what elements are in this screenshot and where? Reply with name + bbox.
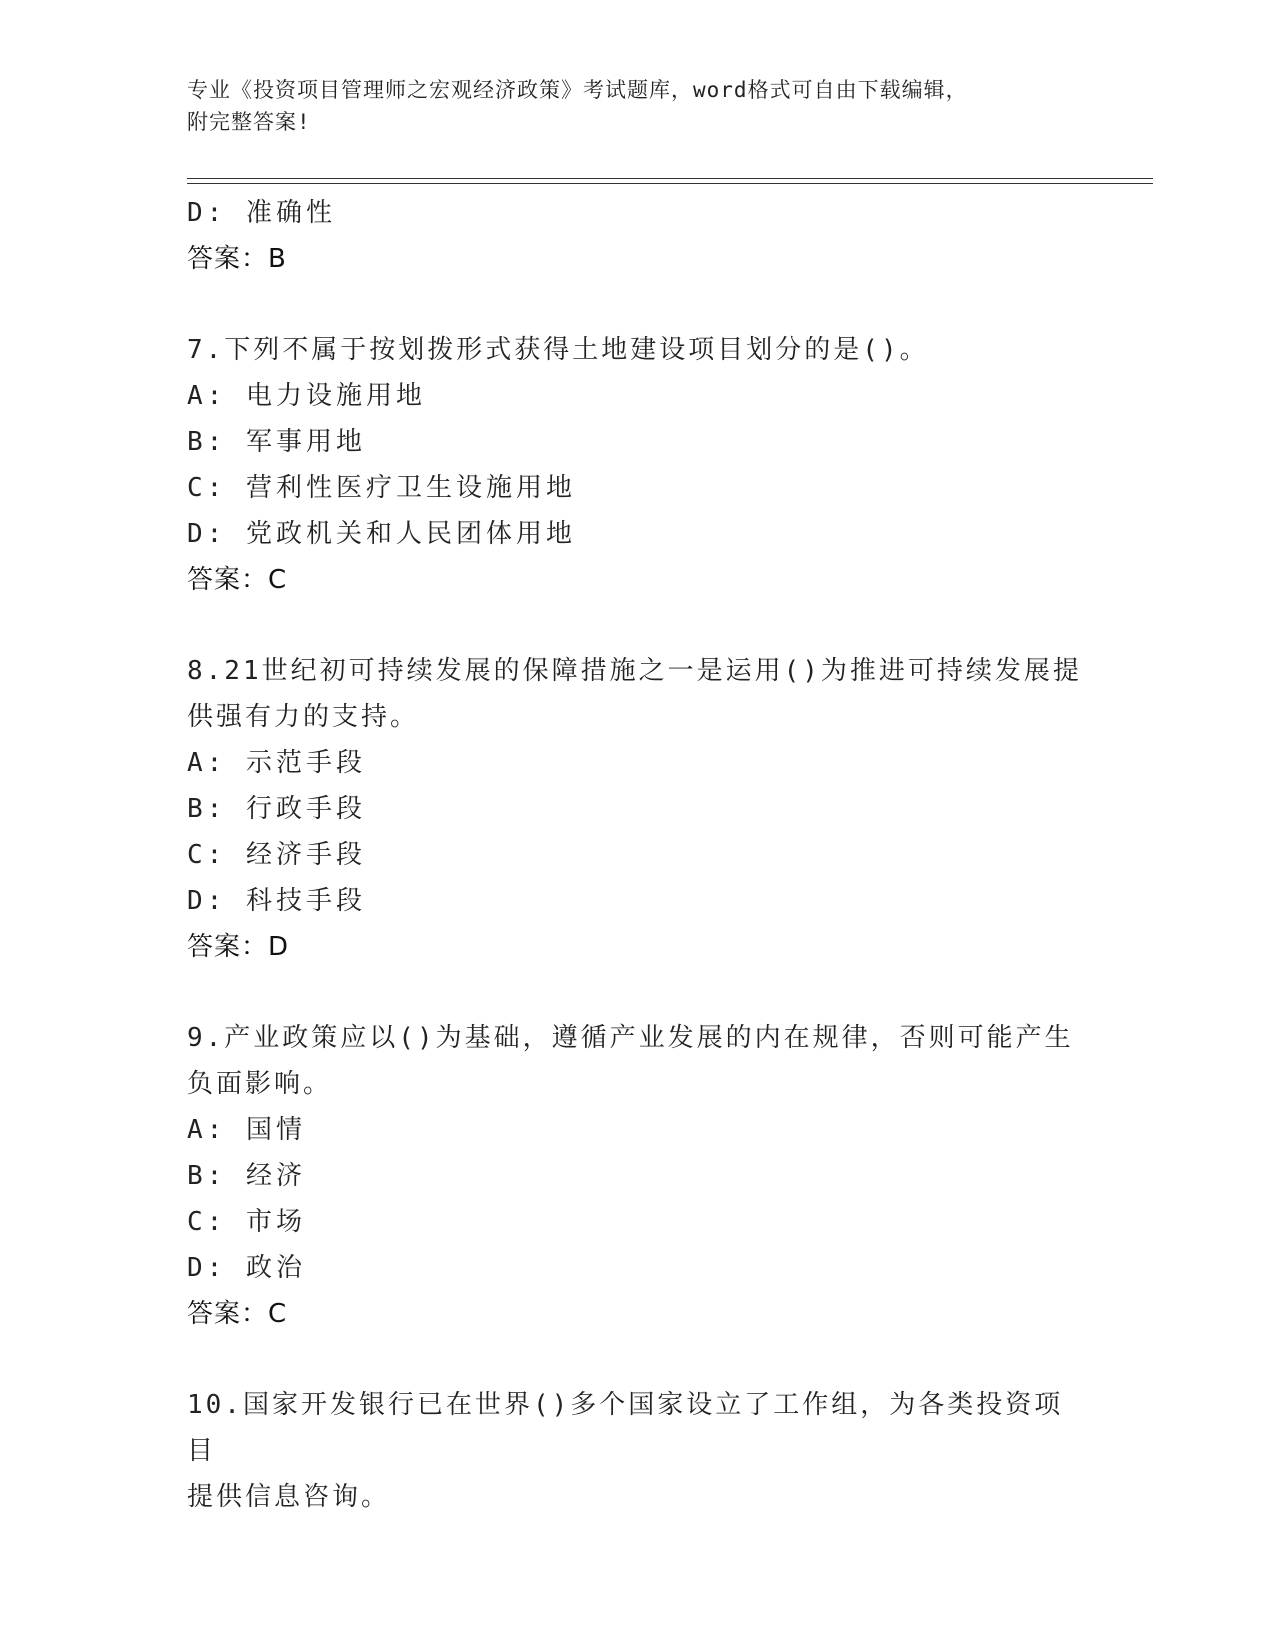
option-a: A: 示范手段 bbox=[187, 748, 366, 778]
option-d: D: 政治 bbox=[187, 1253, 306, 1283]
option-a: A: 国情 bbox=[187, 1115, 306, 1145]
question-text-line-1: 9.产业政策应以()为基础，遵循产业发展的内在规律，否则可能产生 bbox=[187, 1023, 1074, 1053]
question-list bbox=[187, 190, 1087, 1520]
question-text-line-1: 10.国家开发银行已在世界()多个国家设立了工作组，为各类投资项目 bbox=[187, 1390, 1064, 1466]
header-divider-bottom bbox=[187, 183, 1153, 184]
answer: 答案：C bbox=[187, 1299, 288, 1329]
question-text-line-2: 供强有力的支持。 bbox=[187, 702, 420, 732]
question-text: 7.下列不属于按划拨形式获得土地建设项目划分的是()。 bbox=[187, 335, 929, 365]
option-b: B: 军事用地 bbox=[187, 427, 366, 457]
header-line-2: 附完整答案! bbox=[187, 110, 311, 134]
option-b: B: 行政手段 bbox=[187, 794, 366, 824]
header-divider-top bbox=[187, 178, 1153, 179]
answer: 答案：C bbox=[187, 565, 288, 595]
question-text-line-2: 负面影响。 bbox=[187, 1069, 333, 1099]
question-10 bbox=[187, 1382, 1087, 1520]
option-a: A: 电力设施用地 bbox=[187, 381, 426, 411]
question-7 bbox=[187, 327, 1087, 603]
option-c: C: 营利性医疗卫生设施用地 bbox=[187, 473, 576, 503]
option-b: B: 经济 bbox=[187, 1161, 306, 1191]
answer: 答案：B bbox=[187, 244, 287, 274]
option-c: C: 经济手段 bbox=[187, 840, 366, 870]
question-text-line-1: 8.21世纪初可持续发展的保障措施之一是运用()为推进可持续发展提 bbox=[187, 656, 1082, 686]
answer: 答案：D bbox=[187, 932, 290, 962]
document-header bbox=[187, 74, 1067, 138]
question-text-line-2: 提供信息咨询。 bbox=[187, 1482, 391, 1512]
option-c: C: 市场 bbox=[187, 1207, 306, 1237]
option-d: D: 准确性 bbox=[187, 198, 336, 228]
header-line-1: 专业《投资项目管理师之宏观经济政策》考试题库，word格式可自由下载编辑， bbox=[187, 78, 968, 102]
option-d: D: 党政机关和人民团体用地 bbox=[187, 519, 576, 549]
option-d: D: 科技手段 bbox=[187, 886, 366, 916]
previous-question-tail bbox=[187, 190, 1087, 282]
question-8 bbox=[187, 648, 1087, 970]
question-9 bbox=[187, 1015, 1087, 1337]
